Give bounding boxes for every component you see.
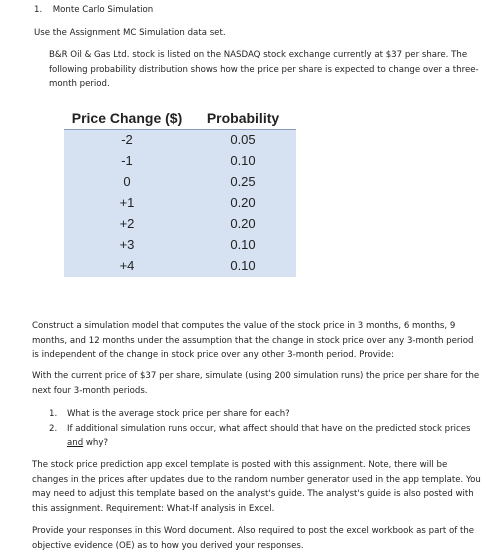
list-item-text: What is the average stock price per share for each? — [67, 409, 290, 419]
model-instructions-paragraph: Construct a simulation model that computes the value of the stock price in 3 months, 6 months, 9 months, and 12 months under the assumption that the change in stock price over any 3-month period is independent of the change in stock price over any other 3-month period. Provide: — [32, 321, 474, 361]
price-change-cell: +2 — [64, 214, 190, 235]
table-row — [64, 256, 296, 277]
template-note-paragraph: The stock price prediction app excel template is posted with this assignment. Note, there will be changes in the prices after updates due to the random number generator used in the app template. You may need to adjust this template based on the analyst's guide. The analyst's guide is also posted with this assignment. Requirement: What-If analysis in Excel. — [32, 460, 481, 514]
header-price-change: Price Change ($) — [64, 107, 190, 130]
stock-description-paragraph: B&R Oil & Gas Ltd. stock is listed on the NASDAQ stock exchange currently at $37 per share. The following probability distribution shows how the price per share is expected to change over a three-month period. — [49, 50, 479, 90]
header-probability: Probability — [190, 107, 296, 130]
simulation-instructions-paragraph: With the current price of $37 per share, simulate (using 200 simulation runs) the price per share for the next four 3-month periods. — [32, 371, 480, 396]
intro-line: Use the Assignment MC Simulation data set. — [34, 28, 226, 38]
heading-title: Monte Carlo Simulation — [52, 5, 154, 15]
table-row — [64, 172, 296, 193]
table-row — [64, 130, 296, 152]
probability-cell: 0.25 — [190, 172, 296, 193]
price-change-cell: +4 — [64, 256, 190, 277]
submission-paragraph: Provide your responses in this Word document. Also required to post the excel workbook as part of the objective evidence (OE) as to how you derived your responses. — [32, 526, 475, 551]
probability-cell: 0.20 — [190, 193, 296, 214]
list-item — [49, 407, 485, 422]
list-item-text: If additional simulation runs occur, what affect should that have on the predicted stock prices — [67, 423, 471, 434]
list-item-text-end: why? — [83, 438, 109, 449]
section-heading — [34, 3, 153, 18]
list-item-number: 2. — [49, 423, 58, 434]
price-change-cell: +3 — [64, 235, 190, 256]
underlined-word: and — [67, 438, 84, 449]
probability-cell: 0.10 — [190, 256, 296, 277]
table-row — [64, 235, 296, 256]
probability-distribution-table — [64, 107, 296, 277]
probability-cell: 0.05 — [190, 130, 296, 152]
question-list — [49, 407, 485, 451]
price-change-cell: 0 — [64, 172, 190, 193]
list-item — [49, 422, 485, 451]
probability-cell: 0.10 — [190, 151, 296, 172]
table-header-row — [64, 107, 296, 130]
price-change-cell: -1 — [64, 151, 190, 172]
table-row — [64, 151, 296, 172]
table-row — [64, 193, 296, 214]
probability-cell: 0.20 — [190, 214, 296, 235]
probability-cell: 0.10 — [190, 235, 296, 256]
table-row — [64, 214, 296, 235]
heading-number: 1. — [34, 5, 43, 15]
list-item-number: 1. — [49, 409, 58, 419]
price-change-cell: -2 — [64, 130, 190, 152]
price-change-cell: +1 — [64, 193, 190, 214]
